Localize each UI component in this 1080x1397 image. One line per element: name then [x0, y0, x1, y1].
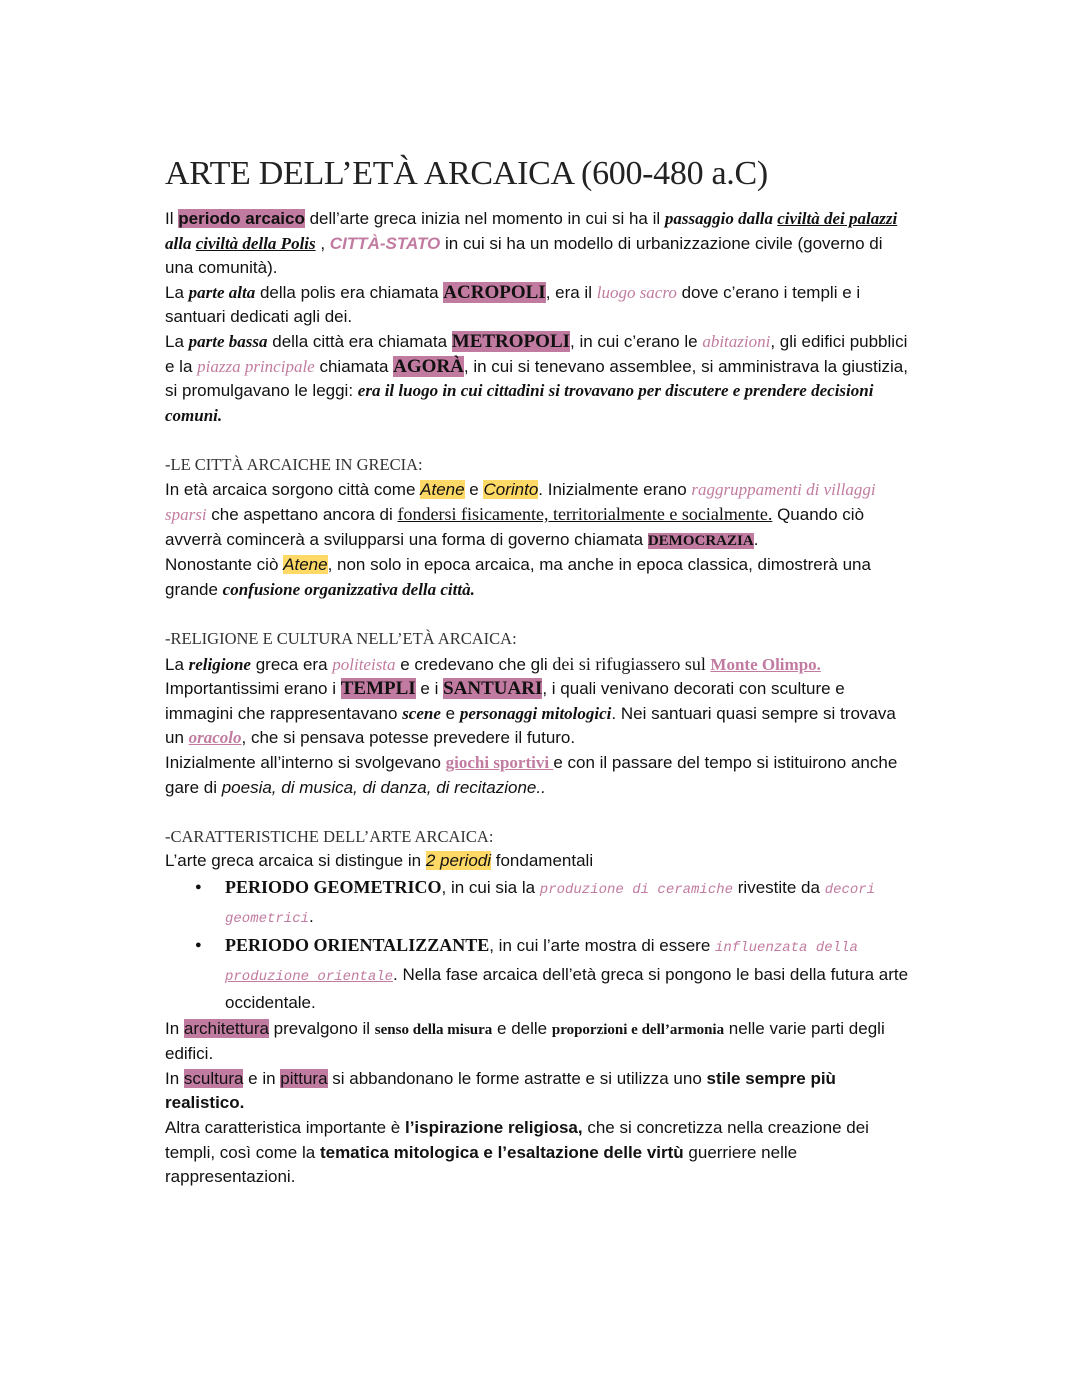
text-run: chiamata	[314, 356, 394, 376]
text-run: In	[165, 1068, 184, 1088]
text-run: che aspettano ancora di	[206, 505, 398, 525]
styled-text-run: civiltà della Polis	[195, 233, 316, 253]
text-run: , in cui si tenevano assemblee, si amministrava la giustizia, si promulgavano le leggi:	[165, 356, 908, 401]
styled-text-run: scultura	[183, 1068, 244, 1088]
section-heading-religione: -RELIGIONE E CULTURA NELL’ETÀ ARCAICA:	[165, 629, 517, 649]
text-run: dove c’erano i templi e i santuari dedicati agli dei.	[165, 282, 861, 327]
paragraph-religione	[165, 652, 910, 678]
styled-text-run: religione	[188, 654, 251, 674]
text-run: rivestite da	[733, 878, 825, 898]
styled-text-run: Atene	[420, 479, 465, 499]
styled-text-run: METROPOLI	[451, 330, 571, 352]
text-run: si abbandonano le forme astratte e si utilizza uno	[327, 1068, 707, 1088]
text-run: della città era chiamata	[267, 331, 452, 351]
styled-text-run: era il luogo in cui cittadini si trovavano per discutere e prendere decisioni comuni.	[165, 381, 874, 425]
text-run: .	[309, 906, 314, 926]
section-heading-citta: -LE CITTÀ ARCAICHE IN GRECIA:	[165, 454, 423, 474]
text-run: La	[165, 654, 189, 674]
styled-text-run: l’ispirazione religiosa,	[404, 1117, 583, 1137]
styled-text-run: 2 periodi	[425, 851, 492, 871]
text-run: Altra caratteristica importante è	[165, 1117, 405, 1137]
styled-text-run: politeista	[332, 654, 396, 674]
text-run: Nonostante ciò	[165, 555, 284, 575]
styled-text-run: periodo arcaico	[178, 209, 305, 228]
styled-text-run: TEMPLI	[340, 678, 416, 700]
text-run: . Nella fase arcaica dell’età greca si pongono le basi della futura arte occidentale.	[225, 964, 909, 1013]
styled-text-run: produzione orientale	[225, 968, 394, 985]
text-run: In	[165, 1018, 184, 1038]
styled-text-run: passaggio dalla	[664, 209, 778, 228]
text-run: ,	[315, 233, 330, 253]
paragraph-giochi	[165, 751, 910, 800]
paragraph-parte-alta	[165, 281, 910, 330]
text-run: Inizialmente all’interno si svolgevano	[165, 753, 446, 773]
paragraph-ispirazione	[165, 1116, 910, 1190]
paragraph-parte-bassa	[165, 330, 910, 428]
text-run: . Inizialmente erano	[538, 479, 692, 499]
styled-text-run: piazza principale	[197, 356, 315, 376]
paragraph-periodo-arcaico	[165, 207, 910, 281]
text-run: guerriere nelle rappresentazioni.	[165, 1142, 798, 1187]
document-page	[165, 155, 910, 1190]
text-run: e	[464, 479, 484, 499]
styled-text-run: ACROPOLI	[443, 281, 546, 303]
styled-text-run: parte bassa	[188, 331, 268, 351]
paragraph-scultura	[165, 1067, 910, 1116]
styled-text-run: poesia, di musica, di danza, di recitazione..	[221, 777, 546, 797]
text-run: e credevano che gli	[395, 654, 553, 674]
paragraph-templi	[165, 677, 910, 751]
text-run: , i quali venivano decorati con sculture e immagini che rappresentavano	[165, 679, 845, 723]
text-run: e delle	[492, 1018, 552, 1038]
text-run: greca era	[250, 654, 333, 674]
styled-text-run: abitazioni	[702, 331, 771, 351]
paragraph-periodi	[165, 849, 910, 874]
styled-text-run: personaggi mitologici	[459, 703, 612, 723]
text-run: , in cui l’arte mostra di essere	[489, 936, 716, 956]
periods-list	[165, 874, 910, 1017]
styled-text-run: influenzata della	[715, 940, 858, 957]
styled-text-run: PERIODO GEOMETRICO	[225, 877, 442, 898]
text-run: e i	[415, 679, 444, 699]
styled-text-run: civiltà dei palazzi	[777, 209, 898, 228]
text-run: e in	[243, 1068, 281, 1088]
text-run: Quando ciò avverrà comincerà a svilupparsi una forma di governo chiamata	[165, 505, 865, 549]
text-run: fondamentali	[491, 851, 594, 871]
paragraph-atene	[165, 553, 910, 602]
text-run: e	[440, 703, 460, 723]
styled-text-run: tematica mitologica e l’esaltazione delle virtù	[319, 1142, 684, 1162]
text-run: In età arcaica sorgono città come	[165, 479, 421, 499]
text-run: , in cui c’erano le	[570, 331, 703, 351]
text-run: , che si pensava potesse prevedere il futuro.	[241, 728, 576, 748]
styled-text-run: fondersi fisicamente, territorialmente e socialmente.	[397, 504, 773, 525]
text-run: Importantissimi erano i	[165, 679, 341, 699]
styled-text-run: giochi sportivi	[445, 753, 554, 773]
styled-text-run: Corinto	[483, 479, 539, 499]
text-run: L’arte greca arcaica si distingue in	[165, 851, 426, 871]
text-run: , era il	[545, 282, 597, 302]
text-run: in cui si ha un modello di urbanizzazione civile (governo di una comunità).	[165, 233, 883, 278]
text-run: Il	[165, 209, 179, 228]
styled-text-run: decori geometrici	[225, 882, 876, 927]
text-run: , gli edifici pubblici e la	[165, 331, 908, 376]
styled-text-run: SANTUARI	[443, 678, 543, 700]
list-item-geometrico	[225, 874, 910, 932]
text-run: , in cui sia la	[441, 878, 540, 898]
list-item-orientalizzante	[225, 932, 910, 1017]
document-title: ARTE DELL’ETÀ ARCAICA (600-480 a.C)	[165, 155, 768, 192]
styled-text-run: raggruppamenti di villaggi sparsi	[165, 479, 876, 525]
styled-text-run: PERIODO ORIENTALIZZANTE	[225, 935, 490, 956]
text-run: . Nei santuari quasi sempre si trovava un	[165, 703, 896, 748]
styled-text-run: proporzioni e dell’armonia	[551, 1021, 725, 1038]
styled-text-run: CITTÀ-STATO	[329, 233, 441, 253]
text-run: La	[165, 331, 189, 351]
text-run: , non solo in epoca arcaica, ma anche in epoca classica, dimostrerà una grande	[165, 555, 871, 599]
text-run: della polis era chiamata	[255, 282, 444, 302]
styled-text-run: scene	[402, 703, 441, 723]
text-run: .	[753, 529, 759, 549]
styled-text-run: dei si rifugiassero sul	[552, 653, 711, 674]
styled-text-run: alla	[165, 233, 196, 253]
text-run: nelle varie parti degli edifici.	[165, 1018, 885, 1064]
styled-text-run: senso della misura	[374, 1021, 493, 1038]
styled-text-run: luogo sacro	[596, 282, 677, 302]
text-run: che si concretizza nella creazione dei templi, così come la	[165, 1117, 869, 1162]
text-run: prevalgono il	[268, 1018, 375, 1038]
styled-text-run: Monte Olimpo.	[710, 654, 821, 674]
styled-text-run: DEMOCRAZIA	[647, 532, 754, 549]
styled-text-run: produzione di ceramiche	[539, 882, 734, 899]
styled-text-run: architettura	[183, 1018, 269, 1038]
text-run: dell’arte greca inizia nel momento in cui si ha il	[304, 209, 665, 228]
styled-text-run: pittura	[280, 1068, 328, 1088]
styled-text-run: Atene	[283, 555, 328, 575]
text-run: e con il passare del tempo si istituirono anche gare di	[165, 753, 898, 797]
styled-text-run: confusione organizzativa della città.	[222, 579, 475, 599]
styled-text-run: AGORÀ	[393, 355, 464, 377]
styled-text-run: oracolo	[188, 728, 242, 748]
paragraph-architettura	[165, 1017, 910, 1067]
styled-text-run: stile sempre più realistico.	[165, 1068, 836, 1113]
styled-text-run: parte alta	[188, 282, 256, 302]
text-run: La	[165, 282, 189, 302]
paragraph-citta-arcaiche	[165, 478, 910, 554]
section-heading-caratteristiche: -CARATTERISTICHE DELL’ARTE ARCAICA:	[165, 826, 494, 846]
